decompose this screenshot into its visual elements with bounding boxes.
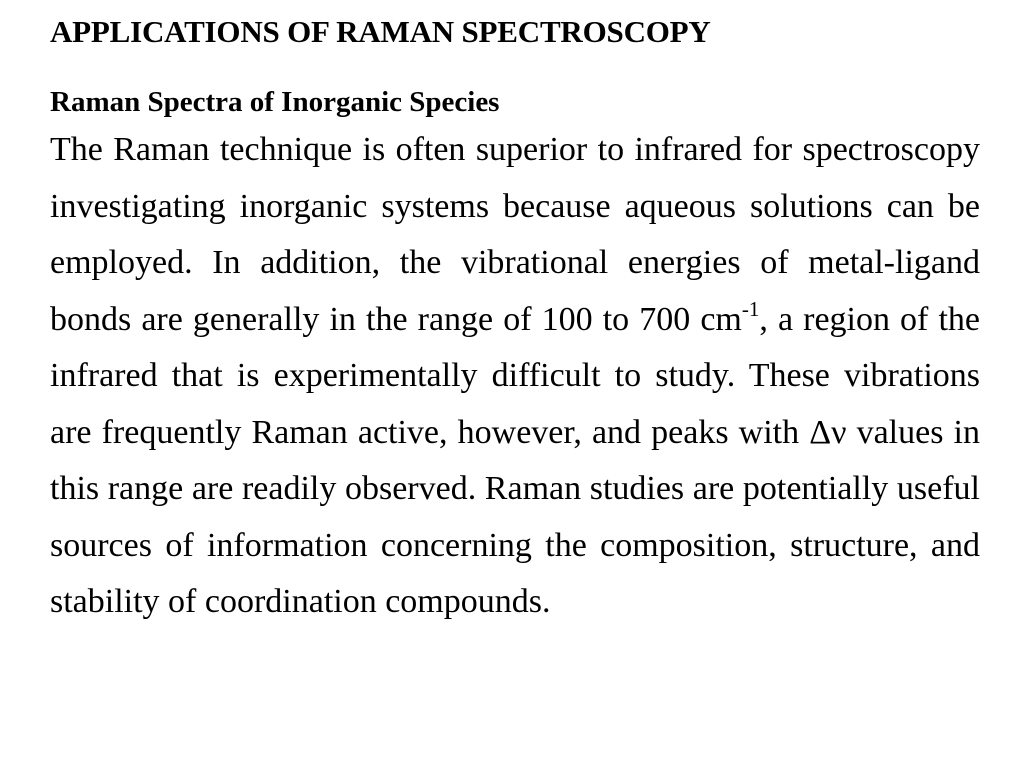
wavenumber-superscript: -1 (741, 296, 760, 321)
body-paragraph (50, 118, 980, 631)
paragraph-text-part1: The Raman technique is often superior to infrared for spectroscopy investigating inorganic systems because aqueous solutions can be employed. In addition, the vibrational energies of metal-ligand bonds are generally in the range of 100 to 700 cm (50, 131, 980, 338)
paragraph-text-part2: , a region of the infrared that is experimentally difficult to study. These vibrations are frequently Raman active, however, and peaks with Δν values in this range are readily observed. Raman studies are potentially useful sources of information concerning the composition, structure, and stability of coordination compounds. (50, 300, 981, 620)
section-subtitle: Raman Spectra of Inorganic Species (50, 86, 500, 118)
page-title: APPLICATIONS OF RAMAN SPECTROSCOPY (50, 14, 711, 49)
